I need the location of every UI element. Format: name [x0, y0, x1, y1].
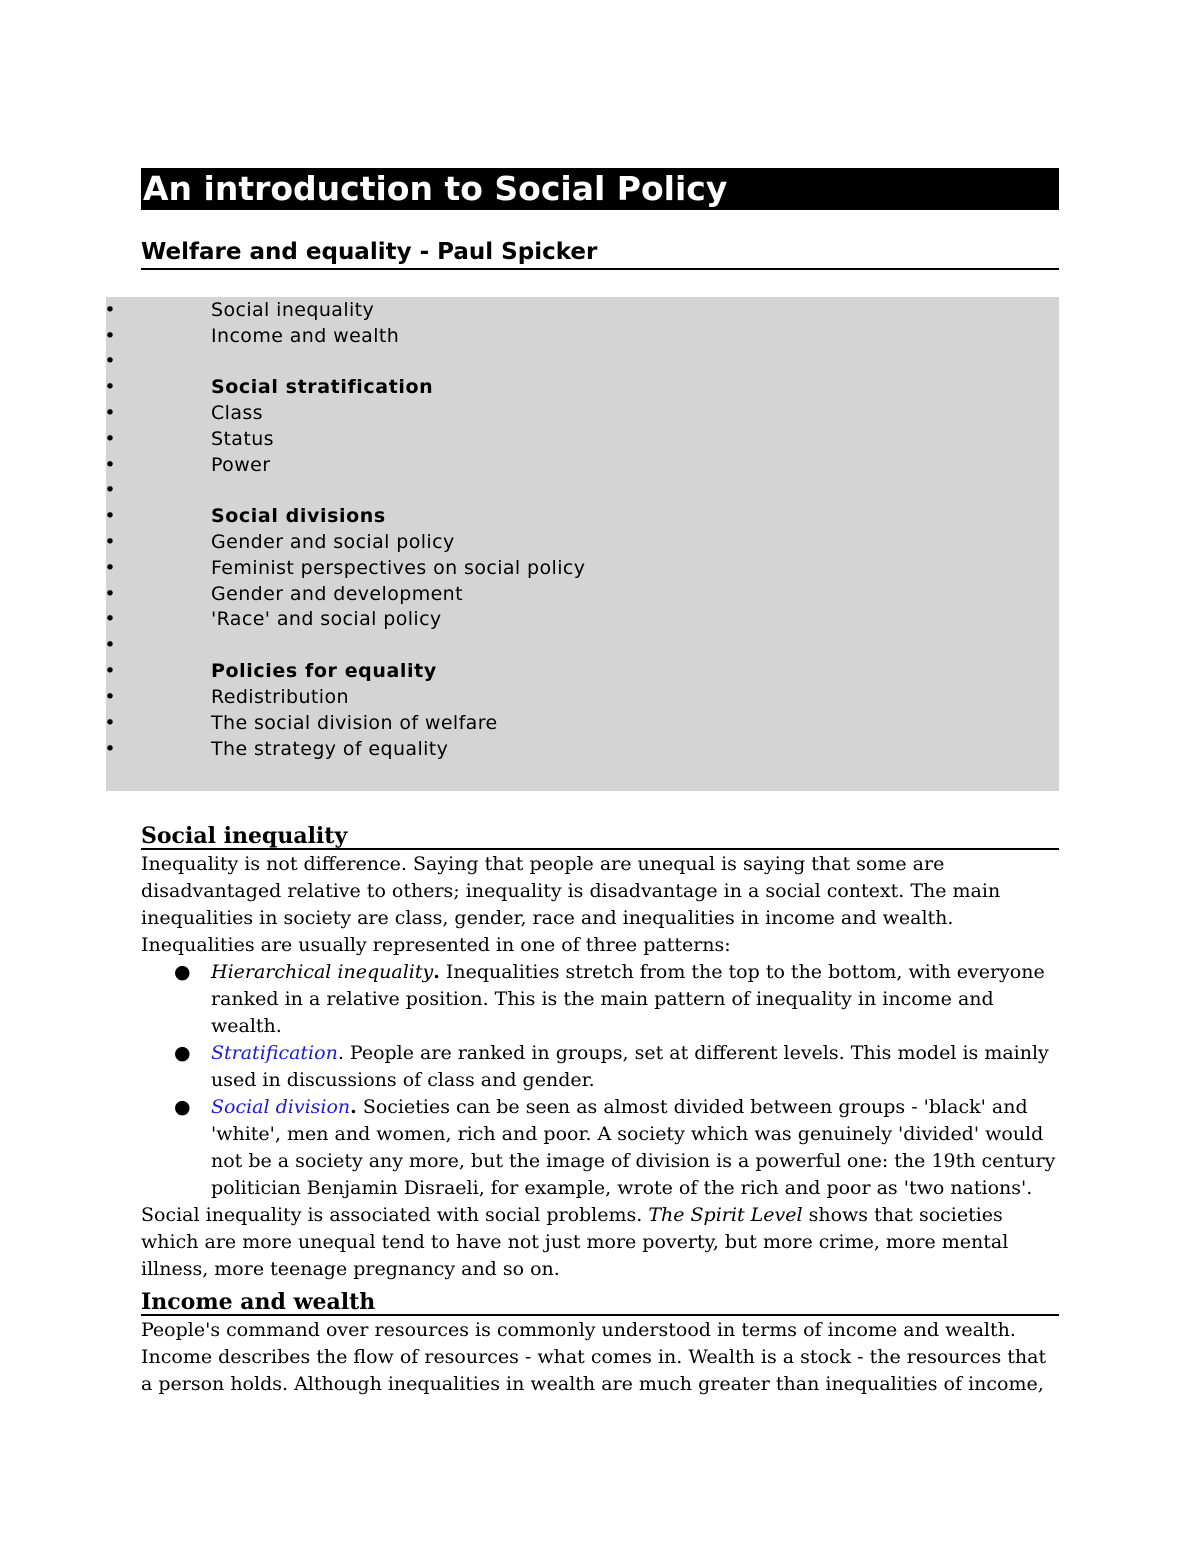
toc-item [106, 632, 1059, 658]
patterns-list [141, 959, 1059, 1202]
toc-item-label[interactable]: Gender and social policy [211, 531, 455, 553]
toc-item-label[interactable]: Feminist perspectives on social policy [211, 557, 586, 579]
subtitle-text: Welfare and equality - [141, 239, 438, 265]
toc-item-label[interactable]: 'Race' and social policy [211, 608, 442, 630]
toc-item[interactable] [106, 426, 1059, 452]
toc-item-label[interactable]: Gender and development [211, 583, 463, 605]
list-item [141, 1094, 1059, 1202]
page-title-text: An introduction to Social Policy [143, 169, 728, 208]
bullet-icon: • [104, 505, 116, 527]
bullet-icon: • [104, 738, 116, 760]
closing-text-end: shows that societies which are more unequal tend to have not just more poverty, but more crime, more mental illness, more teenage pregnancy and so on. [141, 1204, 1009, 1280]
toc-section-heading[interactable]: Social stratification [211, 376, 434, 398]
bullet-icon: • [104, 660, 116, 682]
toc-item[interactable] [106, 529, 1059, 555]
section-heading-income-wealth: Income and wealth [141, 1288, 1059, 1316]
social-division-link[interactable]: Social division [211, 1096, 351, 1118]
list-item-text: Societies can be seen as almost divided between groups - 'black' and 'white', men and women, rich and poor. A society which was genuinely 'divided' would not be a society any more, but the image of division is a powerful one: the 19th century politician Benjamin Disraeli, for example, wrote of the rich and poor as 'two nations'. [211, 1096, 1056, 1199]
toc-item-label[interactable]: Social inequality [211, 299, 375, 321]
toc-item [106, 477, 1059, 503]
bullet-icon: • [104, 557, 116, 579]
bullet-icon: ● [174, 1096, 191, 1118]
page-title [141, 168, 1059, 210]
toc-item[interactable] [106, 606, 1059, 632]
subtitle [141, 234, 1059, 270]
toc-item-label[interactable]: The strategy of equality [211, 738, 449, 760]
toc-item[interactable] [106, 297, 1059, 323]
paragraph [141, 1202, 1059, 1283]
term-period: . [337, 1042, 344, 1064]
social-inequality-body [141, 851, 1059, 1283]
list-item-text: Inequalities stretch from the top to the bottom, with everyone ranked in a relative position. This is the main pattern of inequality in income and wealth. [211, 961, 1045, 1037]
bullet-icon: • [104, 531, 116, 553]
bullet-icon: • [104, 428, 116, 450]
toc-section-heading[interactable]: Social divisions [211, 505, 386, 527]
bullet-icon: ● [174, 961, 191, 983]
book-title: The Spirit Level [648, 1204, 803, 1226]
bullet-icon: • [104, 376, 116, 398]
term-hierarchical-inequality: Hierarchical inequality [211, 961, 434, 983]
stratification-link[interactable]: Stratification [211, 1042, 338, 1064]
toc-item[interactable] [106, 658, 1059, 684]
bullet-icon: • [104, 608, 116, 630]
bullet-icon: • [104, 634, 116, 656]
bullet-icon: • [104, 402, 116, 424]
income-wealth-body [141, 1317, 1059, 1398]
bullet-icon: • [104, 454, 116, 476]
bullet-icon: • [104, 583, 116, 605]
toc-item[interactable] [106, 736, 1059, 762]
bullet-icon: • [104, 712, 116, 734]
toc-item-label[interactable]: Class [211, 402, 263, 424]
toc-item-label[interactable]: Status [211, 428, 274, 450]
bullet-icon: ● [174, 1042, 191, 1064]
paragraph: People's command over resources is commonly understood in terms of income and wealth. Income describes the flow of resources - what comes in. Wealth is a stock - the resources that a person holds. Although inequalities in wealth are much greater than inequalities of income, [141, 1319, 1047, 1395]
toc-item-label[interactable]: Power [211, 454, 271, 476]
toc-item-label[interactable]: Redistribution [211, 686, 349, 708]
toc-item[interactable] [106, 452, 1059, 478]
author-name: Paul Spicker [437, 239, 598, 265]
toc-item[interactable] [106, 710, 1059, 736]
bullet-icon: • [104, 686, 116, 708]
toc-item-label[interactable]: Income and wealth [211, 325, 400, 347]
bullet-icon: • [104, 479, 116, 501]
toc-item[interactable] [106, 374, 1059, 400]
term-period: . [350, 1096, 357, 1118]
toc-item[interactable] [106, 684, 1059, 710]
paragraph: Inequality is not difference. Saying that people are unequal is saying that some are disadvantaged relative to others; inequality is disadvantage in a social context. The main inequalities in society are class, gender, race and inequalities in income and wealth. [141, 853, 1001, 929]
toc-item[interactable] [106, 555, 1059, 581]
toc-item[interactable] [106, 400, 1059, 426]
contents-box [106, 297, 1059, 791]
toc-item [106, 348, 1059, 374]
bullet-icon: • [104, 350, 116, 372]
paragraph: Inequalities are usually represented in one of three patterns: [141, 934, 731, 956]
list-item-text: People are ranked in groups, set at different levels. This model is mainly used in discussions of class and gender. [211, 1042, 1049, 1091]
closing-text-start: Social inequality is associated with social problems. [141, 1204, 649, 1226]
toc-section-heading[interactable]: Policies for equality [211, 660, 437, 682]
list-item [141, 959, 1059, 1040]
bullet-icon: • [104, 325, 116, 347]
list-item [141, 1040, 1059, 1094]
toc-item[interactable] [106, 581, 1059, 607]
toc-item-label[interactable]: The social division of welfare [211, 712, 498, 734]
bullet-icon: • [104, 299, 116, 321]
toc-item[interactable] [106, 503, 1059, 529]
toc-item[interactable] [106, 323, 1059, 349]
section-heading-social-inequality: Social inequality [141, 822, 1059, 850]
term-period: . [433, 961, 440, 983]
